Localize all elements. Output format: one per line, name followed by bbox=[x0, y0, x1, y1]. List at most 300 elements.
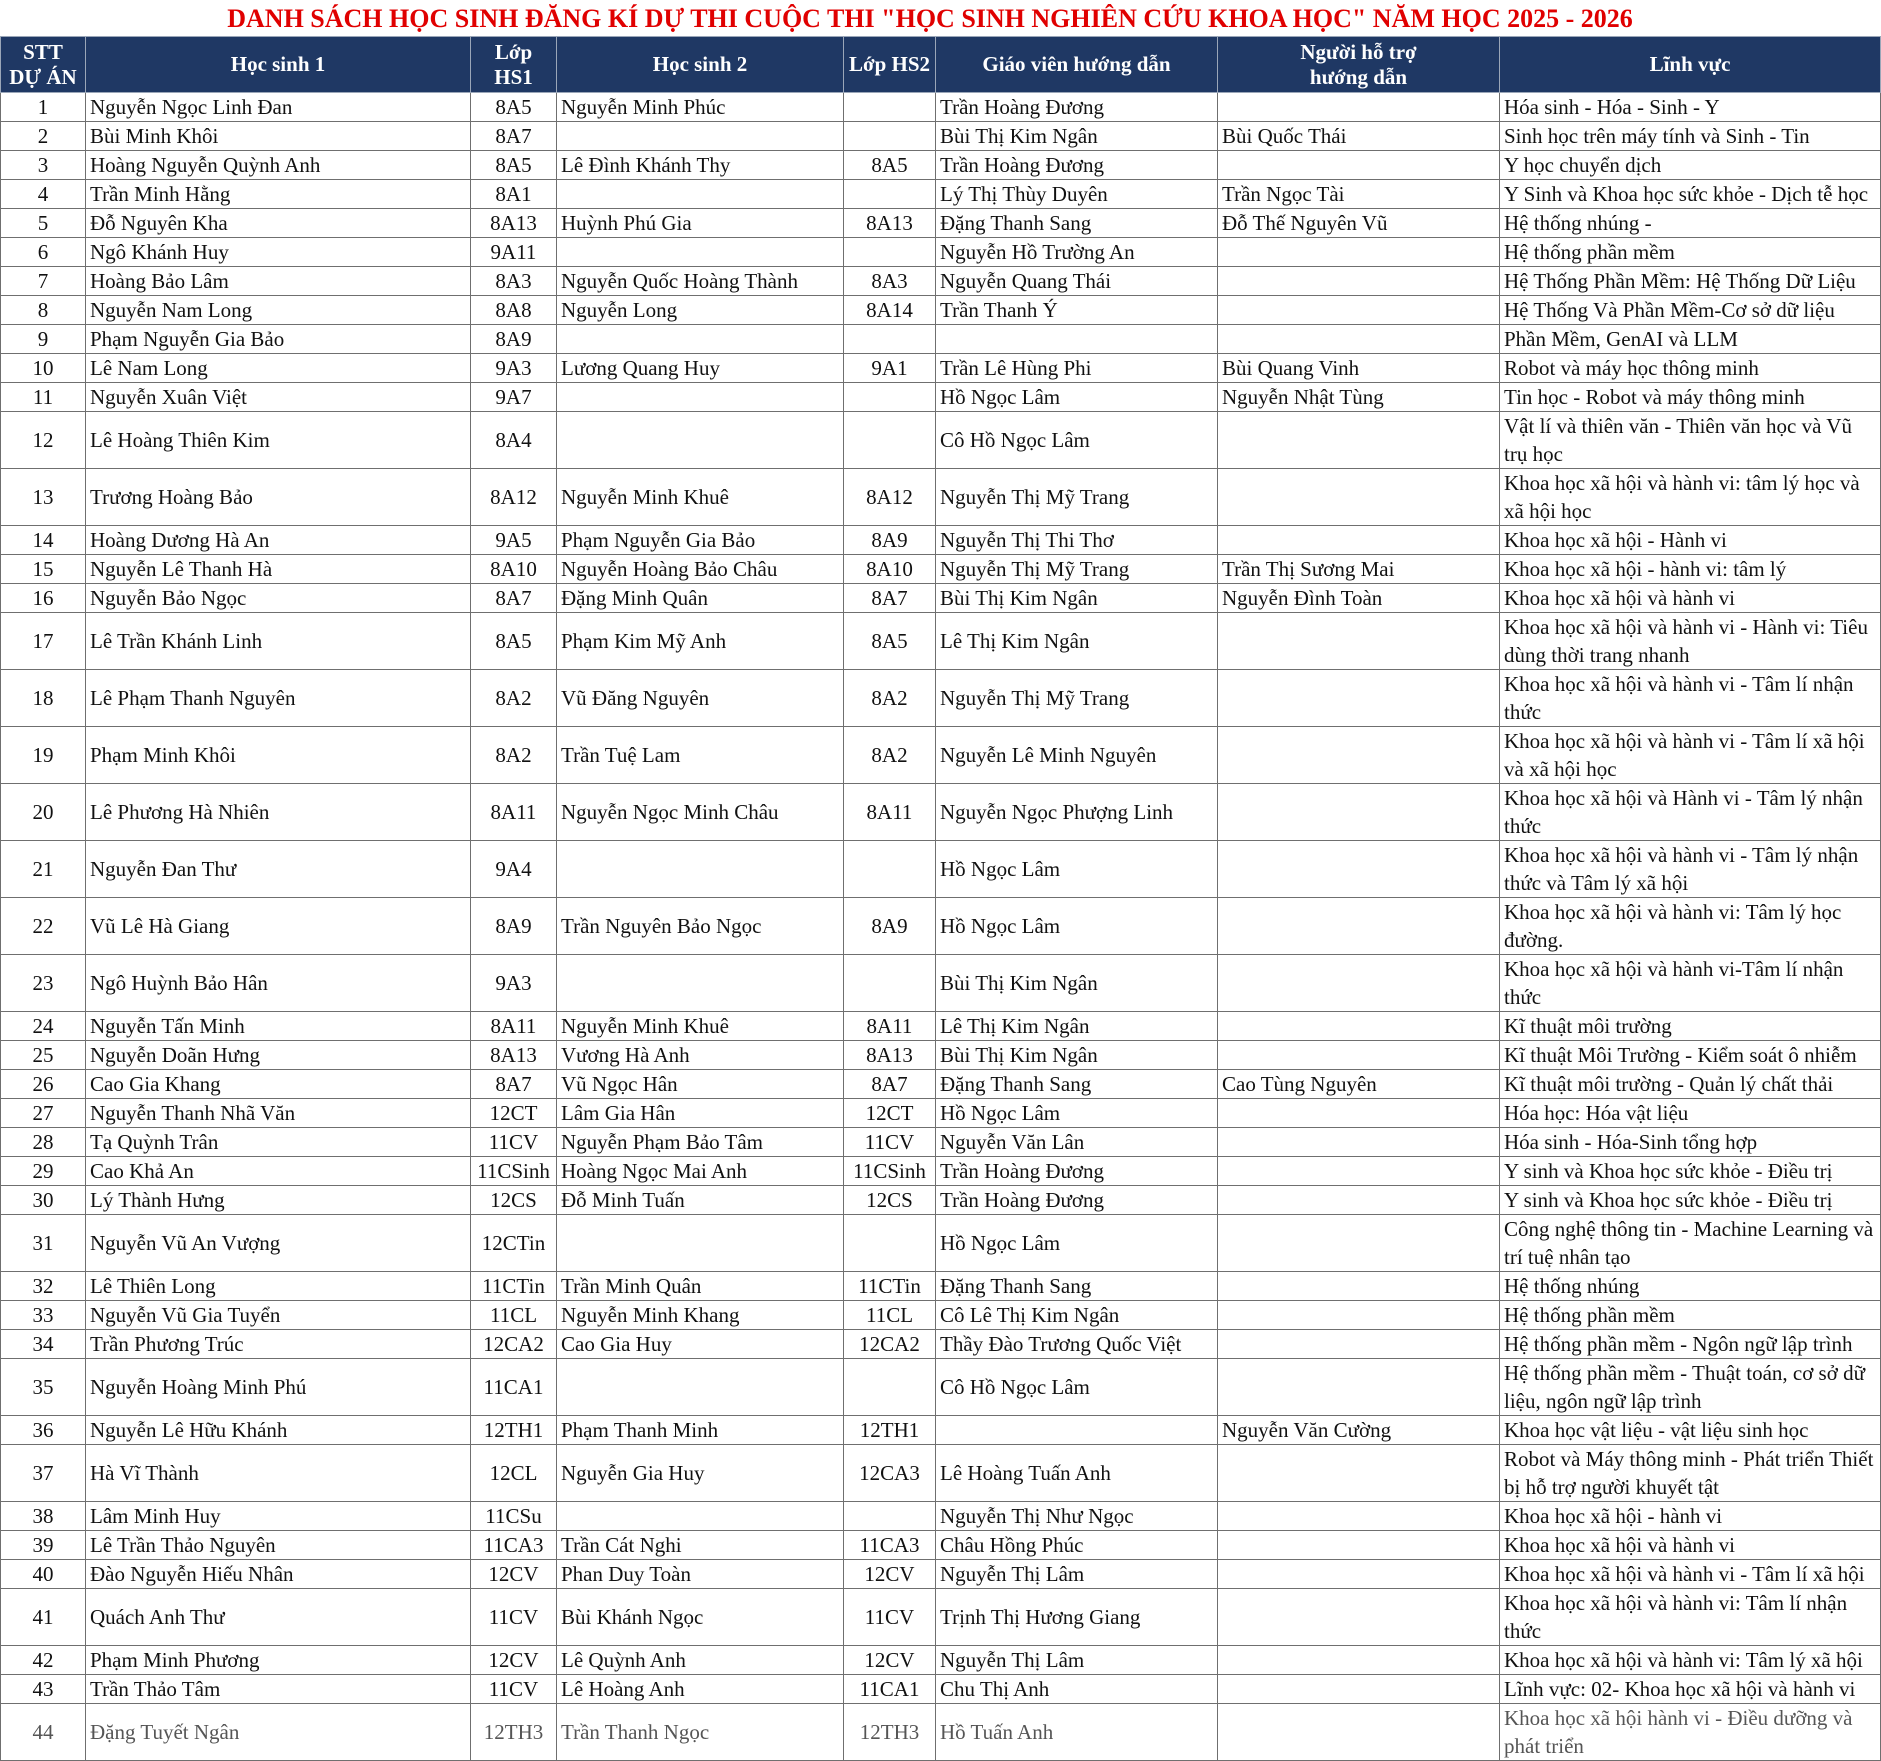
field-cell[interactable]: Lĩnh vực: 02- Khoa học xã hội và hành vi bbox=[1500, 1675, 1881, 1704]
student1-cell[interactable]: Nguyễn Doãn Hưng bbox=[86, 1041, 471, 1070]
class1-cell[interactable]: 8A12 bbox=[471, 469, 557, 526]
teacher-cell[interactable]: Trịnh Thị Hương Giang bbox=[936, 1589, 1218, 1646]
student2-cell[interactable]: Lê Đình Khánh Thy bbox=[557, 151, 844, 180]
student2-cell[interactable]: Trần Tuệ Lam bbox=[557, 727, 844, 784]
support-cell[interactable] bbox=[1218, 93, 1500, 122]
teacher-cell[interactable]: Nguyễn Hồ Trường An bbox=[936, 238, 1218, 267]
student2-cell[interactable]: Nguyễn Hoàng Bảo Châu bbox=[557, 555, 844, 584]
teacher-cell[interactable]: Nguyễn Lê Minh Nguyên bbox=[936, 727, 1218, 784]
teacher-cell[interactable]: Nguyễn Thị Mỹ Trang bbox=[936, 555, 1218, 584]
student2-cell[interactable]: Trần Thanh Ngọc bbox=[557, 1704, 844, 1761]
teacher-cell[interactable]: Nguyễn Thị Lâm bbox=[936, 1560, 1218, 1589]
student2-cell[interactable]: Nguyễn Minh Khang bbox=[557, 1301, 844, 1330]
teacher-cell[interactable]: Cô Hồ Ngọc Lâm bbox=[936, 1359, 1218, 1416]
stt-cell[interactable]: 33 bbox=[1, 1301, 86, 1330]
class2-cell[interactable]: 12TH3 bbox=[844, 1704, 936, 1761]
field-cell[interactable]: Kĩ thuật môi trường bbox=[1500, 1012, 1881, 1041]
class2-cell[interactable]: 8A13 bbox=[844, 209, 936, 238]
class1-cell[interactable]: 8A10 bbox=[471, 555, 557, 584]
support-cell[interactable] bbox=[1218, 898, 1500, 955]
stt-cell[interactable]: 1 bbox=[1, 93, 86, 122]
teacher-cell[interactable]: Đặng Thanh Sang bbox=[936, 1272, 1218, 1301]
student2-cell[interactable]: Nguyễn Minh Khuê bbox=[557, 469, 844, 526]
student1-cell[interactable]: Quách Anh Thư bbox=[86, 1589, 471, 1646]
class1-cell[interactable]: 11CV bbox=[471, 1589, 557, 1646]
student1-cell[interactable]: Phạm Minh Khôi bbox=[86, 727, 471, 784]
field-cell[interactable]: Hệ Thống Phần Mềm: Hệ Thống Dữ Liệu bbox=[1500, 267, 1881, 296]
student1-cell[interactable]: Lê Nam Long bbox=[86, 354, 471, 383]
class1-cell[interactable]: 8A5 bbox=[471, 93, 557, 122]
class2-cell[interactable]: 9A1 bbox=[844, 354, 936, 383]
student2-cell[interactable]: Phạm Nguyễn Gia Bảo bbox=[557, 526, 844, 555]
class2-cell[interactable]: 8A5 bbox=[844, 151, 936, 180]
field-cell[interactable]: Khoa học xã hội - hành vi bbox=[1500, 1502, 1881, 1531]
stt-cell[interactable]: 10 bbox=[1, 354, 86, 383]
class1-cell[interactable]: 8A7 bbox=[471, 1070, 557, 1099]
class1-cell[interactable]: 11CL bbox=[471, 1301, 557, 1330]
header-student2[interactable]: Học sinh 2 bbox=[557, 37, 844, 93]
support-cell[interactable] bbox=[1218, 1330, 1500, 1359]
support-cell[interactable] bbox=[1218, 1531, 1500, 1560]
support-cell[interactable] bbox=[1218, 1589, 1500, 1646]
support-cell[interactable] bbox=[1218, 412, 1500, 469]
student1-cell[interactable]: Hoàng Bảo Lâm bbox=[86, 267, 471, 296]
field-cell[interactable]: Khoa học xã hội và hành vi - Tâm lí xã hội và xã hội học bbox=[1500, 727, 1881, 784]
class2-cell[interactable]: 11CTin bbox=[844, 1272, 936, 1301]
stt-cell[interactable]: 31 bbox=[1, 1215, 86, 1272]
stt-cell[interactable]: 3 bbox=[1, 151, 86, 180]
field-cell[interactable]: Hệ thống phần mềm bbox=[1500, 1301, 1881, 1330]
teacher-cell[interactable]: Bùi Thị Kim Ngân bbox=[936, 584, 1218, 613]
class1-cell[interactable]: 12CT bbox=[471, 1099, 557, 1128]
student2-cell[interactable]: Nguyễn Gia Huy bbox=[557, 1445, 844, 1502]
class1-cell[interactable]: 8A4 bbox=[471, 412, 557, 469]
stt-cell[interactable]: 17 bbox=[1, 613, 86, 670]
teacher-cell[interactable]: Hồ Tuấn Anh bbox=[936, 1704, 1218, 1761]
class2-cell[interactable]: 8A3 bbox=[844, 267, 936, 296]
student2-cell[interactable]: Nguyễn Ngọc Minh Châu bbox=[557, 784, 844, 841]
stt-cell[interactable]: 16 bbox=[1, 584, 86, 613]
class2-cell[interactable]: 12TH1 bbox=[844, 1416, 936, 1445]
support-cell[interactable] bbox=[1218, 1445, 1500, 1502]
student1-cell[interactable]: Trần Minh Hằng bbox=[86, 180, 471, 209]
teacher-cell[interactable]: Nguyễn Thị Mỹ Trang bbox=[936, 670, 1218, 727]
class2-cell[interactable] bbox=[844, 180, 936, 209]
support-cell[interactable]: Cao Tùng Nguyên bbox=[1218, 1070, 1500, 1099]
teacher-cell[interactable]: Lý Thị Thùy Duyên bbox=[936, 180, 1218, 209]
support-cell[interactable]: Bùi Quốc Thái bbox=[1218, 122, 1500, 151]
class2-cell[interactable]: 8A11 bbox=[844, 784, 936, 841]
student2-cell[interactable] bbox=[557, 325, 844, 354]
student1-cell[interactable]: Lê Hoàng Thiên Kim bbox=[86, 412, 471, 469]
header-field[interactable]: Lĩnh vực bbox=[1500, 37, 1881, 93]
student1-cell[interactable]: Cao Gia Khang bbox=[86, 1070, 471, 1099]
teacher-cell[interactable]: Lê Hoàng Tuấn Anh bbox=[936, 1445, 1218, 1502]
stt-cell[interactable]: 20 bbox=[1, 784, 86, 841]
class1-cell[interactable]: 8A7 bbox=[471, 584, 557, 613]
class2-cell[interactable]: 8A7 bbox=[844, 1070, 936, 1099]
field-cell[interactable]: Hệ thống nhúng - bbox=[1500, 209, 1881, 238]
teacher-cell[interactable]: Đặng Thanh Sang bbox=[936, 1070, 1218, 1099]
support-cell[interactable] bbox=[1218, 670, 1500, 727]
teacher-cell[interactable]: Nguyễn Thị Thi Thơ bbox=[936, 526, 1218, 555]
teacher-cell[interactable]: Trần Hoàng Đương bbox=[936, 1186, 1218, 1215]
student1-cell[interactable]: Hà Vĩ Thành bbox=[86, 1445, 471, 1502]
class2-cell[interactable] bbox=[844, 325, 936, 354]
student2-cell[interactable]: Đặng Minh Quân bbox=[557, 584, 844, 613]
class1-cell[interactable]: 8A13 bbox=[471, 1041, 557, 1070]
student1-cell[interactable]: Trần Phương Trúc bbox=[86, 1330, 471, 1359]
student1-cell[interactable]: Bùi Minh Khôi bbox=[86, 122, 471, 151]
stt-cell[interactable]: 7 bbox=[1, 267, 86, 296]
teacher-cell[interactable]: Nguyễn Thị Mỹ Trang bbox=[936, 469, 1218, 526]
student2-cell[interactable]: Trần Nguyên Bảo Ngọc bbox=[557, 898, 844, 955]
stt-cell[interactable]: 34 bbox=[1, 1330, 86, 1359]
class2-cell[interactable] bbox=[844, 1215, 936, 1272]
student2-cell[interactable] bbox=[557, 180, 844, 209]
student1-cell[interactable]: Vũ Lê Hà Giang bbox=[86, 898, 471, 955]
student1-cell[interactable]: Nguyễn Lê Thanh Hà bbox=[86, 555, 471, 584]
class2-cell[interactable]: 8A12 bbox=[844, 469, 936, 526]
stt-cell[interactable]: 26 bbox=[1, 1070, 86, 1099]
student1-cell[interactable]: Nguyễn Lê Hữu Khánh bbox=[86, 1416, 471, 1445]
class1-cell[interactable]: 8A7 bbox=[471, 122, 557, 151]
student2-cell[interactable] bbox=[557, 955, 844, 1012]
stt-cell[interactable]: 5 bbox=[1, 209, 86, 238]
stt-cell[interactable]: 6 bbox=[1, 238, 86, 267]
student2-cell[interactable]: Lê Quỳnh Anh bbox=[557, 1646, 844, 1675]
stt-cell[interactable]: 24 bbox=[1, 1012, 86, 1041]
student1-cell[interactable]: Cao Khả An bbox=[86, 1157, 471, 1186]
student1-cell[interactable]: Nguyễn Tấn Minh bbox=[86, 1012, 471, 1041]
student2-cell[interactable]: Lương Quang Huy bbox=[557, 354, 844, 383]
support-cell[interactable] bbox=[1218, 151, 1500, 180]
student2-cell[interactable]: Vương Hà Anh bbox=[557, 1041, 844, 1070]
field-cell[interactable]: Hóa học: Hóa vật liệu bbox=[1500, 1099, 1881, 1128]
student2-cell[interactable]: Vũ Ngọc Hân bbox=[557, 1070, 844, 1099]
field-cell[interactable]: Robot và máy học thông minh bbox=[1500, 354, 1881, 383]
student1-cell[interactable]: Phạm Minh Phương bbox=[86, 1646, 471, 1675]
class2-cell[interactable]: 12CA2 bbox=[844, 1330, 936, 1359]
field-cell[interactable]: Y sinh và Khoa học sức khỏe - Điều trị bbox=[1500, 1157, 1881, 1186]
student1-cell[interactable]: Nguyễn Vũ An Vượng bbox=[86, 1215, 471, 1272]
stt-cell[interactable]: 12 bbox=[1, 412, 86, 469]
class2-cell[interactable]: 11CL bbox=[844, 1301, 936, 1330]
class1-cell[interactable]: 9A5 bbox=[471, 526, 557, 555]
support-cell[interactable]: Trần Thị Sương Mai bbox=[1218, 555, 1500, 584]
support-cell[interactable] bbox=[1218, 469, 1500, 526]
class2-cell[interactable]: 11CV bbox=[844, 1128, 936, 1157]
student2-cell[interactable] bbox=[557, 383, 844, 412]
student1-cell[interactable]: Ngô Huỳnh Bảo Hân bbox=[86, 955, 471, 1012]
class2-cell[interactable] bbox=[844, 1359, 936, 1416]
student2-cell[interactable]: Phạm Kim Mỹ Anh bbox=[557, 613, 844, 670]
stt-cell[interactable]: 9 bbox=[1, 325, 86, 354]
header-teacher[interactable]: Giáo viên hướng dẫn bbox=[936, 37, 1218, 93]
support-cell[interactable] bbox=[1218, 841, 1500, 898]
header-class2[interactable]: Lớp HS2 bbox=[844, 37, 936, 93]
student1-cell[interactable]: Lê Phạm Thanh Nguyên bbox=[86, 670, 471, 727]
field-cell[interactable]: Hệ Thống Và Phần Mềm-Cơ sở dữ liệu bbox=[1500, 296, 1881, 325]
student1-cell[interactable]: Nguyễn Thanh Nhã Văn bbox=[86, 1099, 471, 1128]
class1-cell[interactable]: 12CL bbox=[471, 1445, 557, 1502]
support-cell[interactable] bbox=[1218, 1186, 1500, 1215]
class1-cell[interactable]: 9A3 bbox=[471, 354, 557, 383]
student1-cell[interactable]: Hoàng Dương Hà An bbox=[86, 526, 471, 555]
teacher-cell[interactable]: Trần Thanh Ý bbox=[936, 296, 1218, 325]
header-support[interactable]: Người hỗ trợ hướng dẫn bbox=[1218, 37, 1500, 93]
class1-cell[interactable]: 9A11 bbox=[471, 238, 557, 267]
stt-cell[interactable]: 27 bbox=[1, 1099, 86, 1128]
teacher-cell[interactable]: Trần Lê Hùng Phi bbox=[936, 354, 1218, 383]
class1-cell[interactable]: 8A5 bbox=[471, 613, 557, 670]
class1-cell[interactable]: 11CA3 bbox=[471, 1531, 557, 1560]
teacher-cell[interactable]: Hồ Ngọc Lâm bbox=[936, 841, 1218, 898]
stt-cell[interactable]: 28 bbox=[1, 1128, 86, 1157]
teacher-cell[interactable]: Châu Hồng Phúc bbox=[936, 1531, 1218, 1560]
teacher-cell[interactable]: Nguyễn Ngọc Phượng Linh bbox=[936, 784, 1218, 841]
student2-cell[interactable]: Nguyễn Long bbox=[557, 296, 844, 325]
class1-cell[interactable]: 8A5 bbox=[471, 151, 557, 180]
class1-cell[interactable]: 11CA1 bbox=[471, 1359, 557, 1416]
class1-cell[interactable]: 8A9 bbox=[471, 325, 557, 354]
field-cell[interactable]: Hệ thống nhúng bbox=[1500, 1272, 1881, 1301]
support-cell[interactable] bbox=[1218, 1560, 1500, 1589]
teacher-cell[interactable]: Nguyễn Văn Lân bbox=[936, 1128, 1218, 1157]
teacher-cell[interactable]: Nguyễn Quang Thái bbox=[936, 267, 1218, 296]
class1-cell[interactable]: 8A11 bbox=[471, 784, 557, 841]
field-cell[interactable]: Khoa học xã hội và hành vi - Tâm lý nhận thức và Tâm lý xã hội bbox=[1500, 841, 1881, 898]
field-cell[interactable]: Khoa học xã hội và Hành vi - Tâm lý nhận thức bbox=[1500, 784, 1881, 841]
student1-cell[interactable]: Nguyễn Vũ Gia Tuyển bbox=[86, 1301, 471, 1330]
class1-cell[interactable]: 11CSinh bbox=[471, 1157, 557, 1186]
field-cell[interactable]: Vật lí và thiên văn - Thiên văn học và Vũ trụ học bbox=[1500, 412, 1881, 469]
support-cell[interactable]: Trần Ngọc Tài bbox=[1218, 180, 1500, 209]
class1-cell[interactable]: 9A3 bbox=[471, 955, 557, 1012]
student1-cell[interactable]: Lý Thành Hưng bbox=[86, 1186, 471, 1215]
field-cell[interactable]: Tin học - Robot và máy thông minh bbox=[1500, 383, 1881, 412]
stt-cell[interactable]: 41 bbox=[1, 1589, 86, 1646]
teacher-cell[interactable]: Chu Thị Anh bbox=[936, 1675, 1218, 1704]
class2-cell[interactable] bbox=[844, 412, 936, 469]
student1-cell[interactable]: Đào Nguyễn Hiếu Nhân bbox=[86, 1560, 471, 1589]
teacher-cell[interactable]: Bùi Thị Kim Ngân bbox=[936, 1041, 1218, 1070]
student2-cell[interactable]: Cao Gia Huy bbox=[557, 1330, 844, 1359]
field-cell[interactable]: Robot và Máy thông minh - Phát triển Thiết bị hỗ trợ người khuyết tật bbox=[1500, 1445, 1881, 1502]
support-cell[interactable] bbox=[1218, 267, 1500, 296]
student1-cell[interactable]: Phạm Nguyễn Gia Bảo bbox=[86, 325, 471, 354]
stt-cell[interactable]: 4 bbox=[1, 180, 86, 209]
support-cell[interactable] bbox=[1218, 238, 1500, 267]
class2-cell[interactable]: 8A9 bbox=[844, 526, 936, 555]
student2-cell[interactable]: Bùi Khánh Ngọc bbox=[557, 1589, 844, 1646]
student2-cell[interactable]: Đỗ Minh Tuấn bbox=[557, 1186, 844, 1215]
field-cell[interactable]: Khoa học xã hội và hành vi: Tâm lý học đường. bbox=[1500, 898, 1881, 955]
student2-cell[interactable] bbox=[557, 841, 844, 898]
class2-cell[interactable]: 8A11 bbox=[844, 1012, 936, 1041]
support-cell[interactable] bbox=[1218, 727, 1500, 784]
stt-cell[interactable]: 39 bbox=[1, 1531, 86, 1560]
field-cell[interactable]: Kĩ thuật môi trường - Quản lý chất thải bbox=[1500, 1070, 1881, 1099]
support-cell[interactable] bbox=[1218, 613, 1500, 670]
stt-cell[interactable]: 8 bbox=[1, 296, 86, 325]
stt-cell[interactable]: 25 bbox=[1, 1041, 86, 1070]
student2-cell[interactable]: Phan Duy Toàn bbox=[557, 1560, 844, 1589]
class2-cell[interactable]: 11CA1 bbox=[844, 1675, 936, 1704]
field-cell[interactable]: Phần Mềm, GenAI và LLM bbox=[1500, 325, 1881, 354]
teacher-cell[interactable]: Hồ Ngọc Lâm bbox=[936, 1099, 1218, 1128]
support-cell[interactable] bbox=[1218, 1215, 1500, 1272]
teacher-cell[interactable]: Lê Thị Kim Ngân bbox=[936, 613, 1218, 670]
field-cell[interactable]: Kĩ thuật Môi Trường - Kiểm soát ô nhiễm bbox=[1500, 1041, 1881, 1070]
student2-cell[interactable] bbox=[557, 1502, 844, 1531]
teacher-cell[interactable]: Nguyễn Thị Lâm bbox=[936, 1646, 1218, 1675]
student2-cell[interactable]: Hoàng Ngọc Mai Anh bbox=[557, 1157, 844, 1186]
support-cell[interactable] bbox=[1218, 784, 1500, 841]
student2-cell[interactable]: Trần Minh Quân bbox=[557, 1272, 844, 1301]
class1-cell[interactable]: 11CSu bbox=[471, 1502, 557, 1531]
stt-cell[interactable]: 2 bbox=[1, 122, 86, 151]
class2-cell[interactable]: 8A5 bbox=[844, 613, 936, 670]
teacher-cell[interactable]: Cô Hồ Ngọc Lâm bbox=[936, 412, 1218, 469]
support-cell[interactable] bbox=[1218, 1099, 1500, 1128]
stt-cell[interactable]: 22 bbox=[1, 898, 86, 955]
header-student1[interactable]: Học sinh 1 bbox=[86, 37, 471, 93]
header-class1[interactable]: Lớp HS1 bbox=[471, 37, 557, 93]
support-cell[interactable]: Đỗ Thế Nguyên Vũ bbox=[1218, 209, 1500, 238]
student2-cell[interactable]: Nguyễn Minh Phúc bbox=[557, 93, 844, 122]
field-cell[interactable]: Hóa sinh - Hóa-Sinh tổng hợp bbox=[1500, 1128, 1881, 1157]
student1-cell[interactable]: Trần Thảo Tâm bbox=[86, 1675, 471, 1704]
field-cell[interactable]: Hệ thống phần mềm - Ngôn ngữ lập trình bbox=[1500, 1330, 1881, 1359]
class1-cell[interactable]: 12CTin bbox=[471, 1215, 557, 1272]
teacher-cell[interactable]: Hồ Ngọc Lâm bbox=[936, 898, 1218, 955]
class2-cell[interactable] bbox=[844, 122, 936, 151]
student2-cell[interactable] bbox=[557, 122, 844, 151]
class1-cell[interactable]: 12TH3 bbox=[471, 1704, 557, 1761]
stt-cell[interactable]: 19 bbox=[1, 727, 86, 784]
student1-cell[interactable]: Lê Phương Hà Nhiên bbox=[86, 784, 471, 841]
class1-cell[interactable]: 11CV bbox=[471, 1128, 557, 1157]
class2-cell[interactable]: 8A9 bbox=[844, 898, 936, 955]
student2-cell[interactable]: Nguyễn Quốc Hoàng Thành bbox=[557, 267, 844, 296]
student2-cell[interactable]: Nguyễn Phạm Bảo Tâm bbox=[557, 1128, 844, 1157]
student2-cell[interactable] bbox=[557, 1215, 844, 1272]
stt-cell[interactable]: 40 bbox=[1, 1560, 86, 1589]
teacher-cell[interactable]: Hồ Ngọc Lâm bbox=[936, 383, 1218, 412]
class2-cell[interactable]: 11CV bbox=[844, 1589, 936, 1646]
class2-cell[interactable]: 12CS bbox=[844, 1186, 936, 1215]
class1-cell[interactable]: 8A3 bbox=[471, 267, 557, 296]
student1-cell[interactable]: Nguyễn Đan Thư bbox=[86, 841, 471, 898]
student1-cell[interactable]: Lê Trần Khánh Linh bbox=[86, 613, 471, 670]
field-cell[interactable]: Hóa sinh - Hóa - Sinh - Y bbox=[1500, 93, 1881, 122]
student2-cell[interactable] bbox=[557, 1359, 844, 1416]
teacher-cell[interactable] bbox=[936, 1416, 1218, 1445]
class1-cell[interactable]: 9A4 bbox=[471, 841, 557, 898]
teacher-cell[interactable]: Hồ Ngọc Lâm bbox=[936, 1215, 1218, 1272]
class1-cell[interactable]: 12CS bbox=[471, 1186, 557, 1215]
field-cell[interactable]: Khoa học xã hội và hành vi - Tâm lí nhận thức bbox=[1500, 670, 1881, 727]
class2-cell[interactable] bbox=[844, 93, 936, 122]
student2-cell[interactable]: Lâm Gia Hân bbox=[557, 1099, 844, 1128]
class1-cell[interactable]: 8A8 bbox=[471, 296, 557, 325]
class2-cell[interactable]: 8A13 bbox=[844, 1041, 936, 1070]
class1-cell[interactable]: 11CV bbox=[471, 1675, 557, 1704]
student1-cell[interactable]: Đặng Tuyết Ngân bbox=[86, 1704, 471, 1761]
support-cell[interactable] bbox=[1218, 1012, 1500, 1041]
class2-cell[interactable] bbox=[844, 841, 936, 898]
class2-cell[interactable] bbox=[844, 383, 936, 412]
student1-cell[interactable]: Nguyễn Ngọc Linh Đan bbox=[86, 93, 471, 122]
field-cell[interactable]: Khoa học xã hội và hành vi: Tâm lý xã hội bbox=[1500, 1646, 1881, 1675]
student1-cell[interactable]: Tạ Quỳnh Trân bbox=[86, 1128, 471, 1157]
class2-cell[interactable]: 11CA3 bbox=[844, 1531, 936, 1560]
student1-cell[interactable]: Nguyễn Xuân Việt bbox=[86, 383, 471, 412]
field-cell[interactable]: Khoa học xã hội và hành vi: tâm lý học và xã hội học bbox=[1500, 469, 1881, 526]
field-cell[interactable]: Y Sinh và Khoa học sức khỏe - Dịch tễ học bbox=[1500, 180, 1881, 209]
field-cell[interactable]: Khoa học xã hội và hành vi - Hành vi: Tiêu dùng thời trang nhanh bbox=[1500, 613, 1881, 670]
support-cell[interactable] bbox=[1218, 1359, 1500, 1416]
class1-cell[interactable]: 12CV bbox=[471, 1646, 557, 1675]
stt-cell[interactable]: 37 bbox=[1, 1445, 86, 1502]
class1-cell[interactable]: 12TH1 bbox=[471, 1416, 557, 1445]
class2-cell[interactable]: 8A2 bbox=[844, 727, 936, 784]
field-cell[interactable]: Hệ thống phần mềm bbox=[1500, 238, 1881, 267]
stt-cell[interactable]: 36 bbox=[1, 1416, 86, 1445]
class2-cell[interactable]: 12CV bbox=[844, 1646, 936, 1675]
field-cell[interactable]: Khoa học xã hội hành vi - Điều dưỡng và phát triển bbox=[1500, 1704, 1881, 1761]
teacher-cell[interactable]: Bùi Thị Kim Ngân bbox=[936, 955, 1218, 1012]
support-cell[interactable] bbox=[1218, 526, 1500, 555]
support-cell[interactable] bbox=[1218, 1157, 1500, 1186]
student1-cell[interactable]: Nguyễn Hoàng Minh Phú bbox=[86, 1359, 471, 1416]
field-cell[interactable]: Y sinh và Khoa học sức khỏe - Điều trị bbox=[1500, 1186, 1881, 1215]
teacher-cell[interactable] bbox=[936, 325, 1218, 354]
field-cell[interactable]: Khoa học xã hội - hành vi: tâm lý bbox=[1500, 555, 1881, 584]
class2-cell[interactable] bbox=[844, 1502, 936, 1531]
class2-cell[interactable] bbox=[844, 238, 936, 267]
teacher-cell[interactable]: Trần Hoàng Đương bbox=[936, 151, 1218, 180]
support-cell[interactable] bbox=[1218, 296, 1500, 325]
class1-cell[interactable]: 12CV bbox=[471, 1560, 557, 1589]
class1-cell[interactable]: 8A2 bbox=[471, 670, 557, 727]
support-cell[interactable]: Nguyễn Văn Cường bbox=[1218, 1416, 1500, 1445]
support-cell[interactable] bbox=[1218, 955, 1500, 1012]
stt-cell[interactable]: 14 bbox=[1, 526, 86, 555]
stt-cell[interactable]: 23 bbox=[1, 955, 86, 1012]
teacher-cell[interactable]: Lê Thị Kim Ngân bbox=[936, 1012, 1218, 1041]
support-cell[interactable]: Nguyễn Đình Toàn bbox=[1218, 584, 1500, 613]
stt-cell[interactable]: 21 bbox=[1, 841, 86, 898]
student1-cell[interactable]: Nguyễn Nam Long bbox=[86, 296, 471, 325]
teacher-cell[interactable]: Đặng Thanh Sang bbox=[936, 209, 1218, 238]
student1-cell[interactable]: Hoàng Nguyễn Quỳnh Anh bbox=[86, 151, 471, 180]
student1-cell[interactable]: Nguyễn Bảo Ngọc bbox=[86, 584, 471, 613]
field-cell[interactable]: Y học chuyển dịch bbox=[1500, 151, 1881, 180]
class1-cell[interactable]: 8A13 bbox=[471, 209, 557, 238]
stt-cell[interactable]: 15 bbox=[1, 555, 86, 584]
student1-cell[interactable]: Lâm Minh Huy bbox=[86, 1502, 471, 1531]
stt-cell[interactable]: 43 bbox=[1, 1675, 86, 1704]
student1-cell[interactable]: Lê Trần Thảo Nguyên bbox=[86, 1531, 471, 1560]
field-cell[interactable]: Công nghệ thông tin - Machine Learning và trí tuệ nhân tạo bbox=[1500, 1215, 1881, 1272]
support-cell[interactable] bbox=[1218, 1041, 1500, 1070]
student2-cell[interactable]: Huỳnh Phú Gia bbox=[557, 209, 844, 238]
teacher-cell[interactable]: Cô Lê Thị Kim Ngân bbox=[936, 1301, 1218, 1330]
stt-cell[interactable]: 35 bbox=[1, 1359, 86, 1416]
stt-cell[interactable]: 42 bbox=[1, 1646, 86, 1675]
